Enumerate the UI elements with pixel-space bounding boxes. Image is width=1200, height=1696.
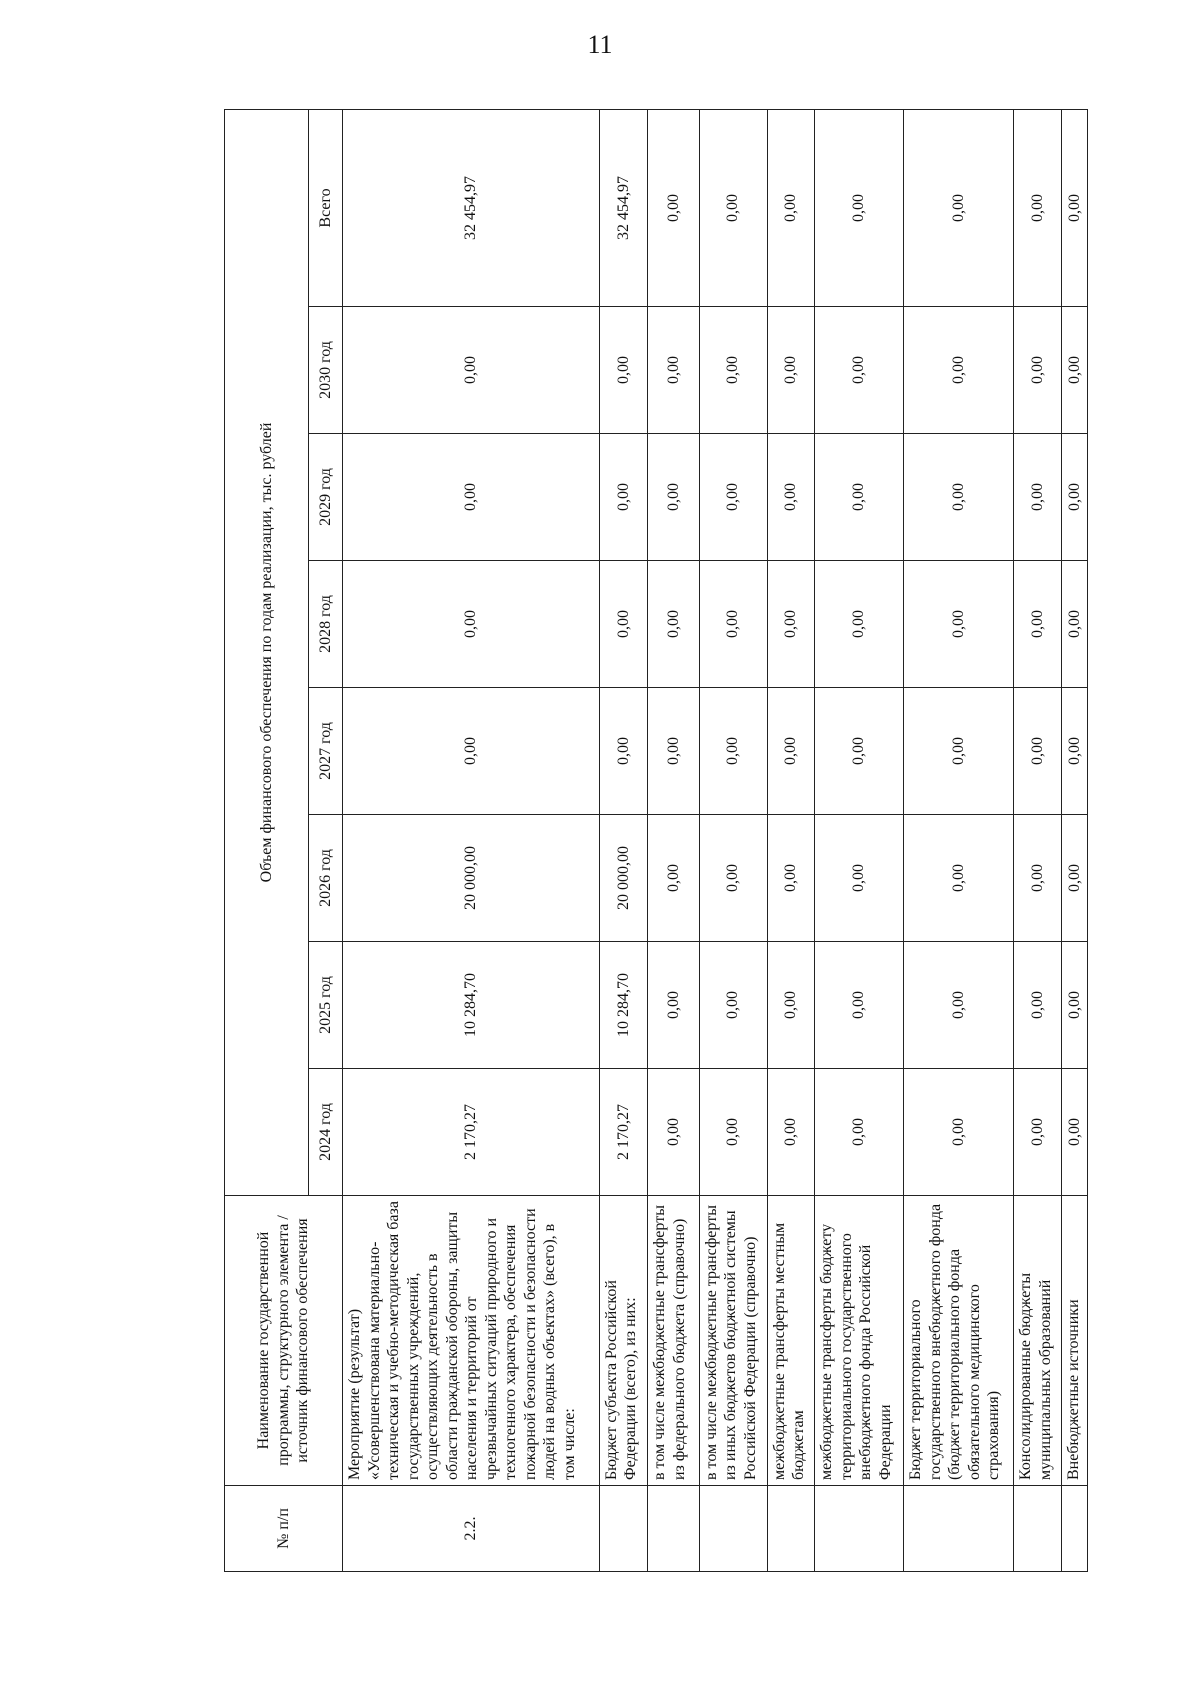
row-year-value: 0,00 bbox=[1061, 1069, 1087, 1196]
row-year-value: 0,00 bbox=[1061, 561, 1087, 688]
rotated-table-container bbox=[224, 110, 1088, 1572]
table-row bbox=[767, 109, 814, 1571]
row-total-value: 0,00 bbox=[767, 109, 814, 306]
row-year-value: 0,00 bbox=[904, 561, 1014, 688]
header-year: 2028 год bbox=[309, 561, 343, 688]
row-number bbox=[1061, 1486, 1087, 1572]
row-year-value: 0,00 bbox=[699, 561, 767, 688]
table-row bbox=[1061, 109, 1087, 1571]
row-number bbox=[699, 1486, 767, 1572]
row-number bbox=[648, 1486, 700, 1572]
row-number bbox=[904, 1486, 1014, 1572]
row-year-value: 0,00 bbox=[1014, 307, 1061, 434]
row-total-value: 0,00 bbox=[699, 109, 767, 306]
table-body bbox=[343, 109, 1088, 1571]
row-number bbox=[767, 1486, 814, 1572]
header-year: 2024 год bbox=[309, 1069, 343, 1196]
row-total-value: 0,00 bbox=[648, 109, 700, 306]
page-number: 11 bbox=[587, 30, 613, 59]
row-name: Внебюджетные источники bbox=[1061, 1196, 1087, 1486]
header-name: Наименование государственной программы, структурного элемента / источник финансового обеспечения bbox=[225, 1196, 343, 1486]
row-year-value: 0,00 bbox=[1061, 688, 1087, 815]
row-year-value: 0,00 bbox=[1014, 942, 1061, 1069]
row-year-value: 0,00 bbox=[343, 561, 600, 688]
header-year: 2025 год bbox=[309, 942, 343, 1069]
row-year-value: 0,00 bbox=[648, 561, 700, 688]
row-year-value: 0,00 bbox=[648, 688, 700, 815]
row-year-value: 0,00 bbox=[815, 561, 904, 688]
row-year-value: 0,00 bbox=[767, 815, 814, 942]
row-year-value: 0,00 bbox=[1014, 434, 1061, 561]
row-year-value: 0,00 bbox=[904, 307, 1014, 434]
row-year-value: 0,00 bbox=[1014, 688, 1061, 815]
row-year-value: 0,00 bbox=[767, 434, 814, 561]
row-number bbox=[599, 1486, 647, 1572]
row-name: в том числе межбюджетные трансферты из федерального бюджета (справочно) bbox=[648, 1196, 700, 1486]
row-year-value: 0,00 bbox=[815, 815, 904, 942]
row-year-value: 0,00 bbox=[767, 561, 814, 688]
row-year-value: 0,00 bbox=[1061, 307, 1087, 434]
row-total-value: 0,00 bbox=[1014, 109, 1061, 306]
row-number: 2.2. bbox=[343, 1486, 600, 1572]
row-year-value: 0,00 bbox=[767, 942, 814, 1069]
row-number bbox=[1014, 1486, 1061, 1572]
row-year-value: 0,00 bbox=[699, 815, 767, 942]
row-name: Мероприятие (результат) «Усовершенствована материально-техническая и учебно-методическая база государственных учреждений, осуществляющих деятельность в области гражданской обороны, защиты населения и территорий от чрезвычайных ситуаций природного и техногенного характера, обеспечения пожарной безопасности и безопасности людей на водных объектах» (всего), в том числе: bbox=[343, 1196, 600, 1486]
row-name: межбюджетные трансферты местным бюджетам bbox=[767, 1196, 814, 1486]
row-year-value: 0,00 bbox=[904, 688, 1014, 815]
row-year-value: 2 170,27 bbox=[599, 1069, 647, 1196]
row-year-value: 0,00 bbox=[767, 1069, 814, 1196]
row-year-value: 0,00 bbox=[343, 688, 600, 815]
table-row bbox=[699, 109, 767, 1571]
row-year-value: 0,00 bbox=[648, 1069, 700, 1196]
table-row bbox=[599, 109, 647, 1571]
row-total-value: 0,00 bbox=[1061, 109, 1087, 306]
row-total-value: 0,00 bbox=[815, 109, 904, 306]
table-row bbox=[815, 109, 904, 1571]
financing-table bbox=[224, 109, 1088, 1572]
row-year-value: 0,00 bbox=[904, 434, 1014, 561]
row-year-value: 0,00 bbox=[767, 688, 814, 815]
row-year-value: 0,00 bbox=[699, 1069, 767, 1196]
row-year-value: 20 000,00 bbox=[343, 815, 600, 942]
row-year-value: 0,00 bbox=[1014, 1069, 1061, 1196]
table-row bbox=[1014, 109, 1061, 1571]
row-name: Консолидированные бюджеты муниципальных образований bbox=[1014, 1196, 1061, 1486]
row-year-value: 0,00 bbox=[1014, 815, 1061, 942]
row-year-value: 0,00 bbox=[904, 1069, 1014, 1196]
row-year-value: 0,00 bbox=[599, 561, 647, 688]
row-name: Бюджет территориального государственного внебюджетного фонда (бюджет территориального фонда обязательного медицинского страхования) bbox=[904, 1196, 1014, 1486]
row-year-value: 10 284,70 bbox=[599, 942, 647, 1069]
row-year-value: 0,00 bbox=[1061, 942, 1087, 1069]
row-year-value: 0,00 bbox=[767, 307, 814, 434]
row-year-value: 0,00 bbox=[699, 942, 767, 1069]
row-year-value: 0,00 bbox=[699, 307, 767, 434]
row-name: в том числе межбюджетные трансферты из иных бюджетов бюджетной системы Российской Федерации (справочно) bbox=[699, 1196, 767, 1486]
header-volume: Объем финансового обеспечения по годам реализации, тыс. рублей bbox=[225, 109, 309, 1195]
table-row bbox=[904, 109, 1014, 1571]
row-year-value: 0,00 bbox=[648, 434, 700, 561]
row-year-value: 0,00 bbox=[1061, 815, 1087, 942]
header-year: 2026 год bbox=[309, 815, 343, 942]
header-number: № п/п bbox=[225, 1486, 343, 1572]
row-total-value: 0,00 bbox=[904, 109, 1014, 306]
row-number bbox=[815, 1486, 904, 1572]
row-year-value: 2 170,27 bbox=[343, 1069, 600, 1196]
header-year: 2027 год bbox=[309, 688, 343, 815]
row-year-value: 0,00 bbox=[699, 434, 767, 561]
table-row bbox=[648, 109, 700, 1571]
row-year-value: 0,00 bbox=[648, 942, 700, 1069]
row-year-value: 0,00 bbox=[648, 307, 700, 434]
row-year-value: 0,00 bbox=[815, 1069, 904, 1196]
row-name: Бюджет субъекта Российской Федерации (всего), из них: bbox=[599, 1196, 647, 1486]
row-year-value: 0,00 bbox=[815, 434, 904, 561]
row-year-value: 0,00 bbox=[343, 434, 600, 561]
row-year-value: 0,00 bbox=[815, 307, 904, 434]
row-year-value: 0,00 bbox=[599, 688, 647, 815]
row-year-value: 0,00 bbox=[1061, 434, 1087, 561]
row-total-value: 32 454,97 bbox=[343, 109, 600, 306]
row-total-value: 32 454,97 bbox=[599, 109, 647, 306]
row-year-value: 0,00 bbox=[599, 434, 647, 561]
row-year-value: 0,00 bbox=[815, 688, 904, 815]
row-year-value: 0,00 bbox=[904, 942, 1014, 1069]
header-year: 2029 год bbox=[309, 434, 343, 561]
header-year: 2030 год bbox=[309, 307, 343, 434]
row-year-value: 20 000,00 bbox=[599, 815, 647, 942]
row-year-value: 0,00 bbox=[1014, 561, 1061, 688]
row-name: межбюджетные трансферты бюджету территориального государственного внебюджетного фонда Российской Федерации bbox=[815, 1196, 904, 1486]
row-year-value: 0,00 bbox=[904, 815, 1014, 942]
row-year-value: 0,00 bbox=[815, 942, 904, 1069]
row-year-value: 0,00 bbox=[599, 307, 647, 434]
table-row bbox=[343, 109, 600, 1571]
row-year-value: 0,00 bbox=[648, 815, 700, 942]
header-total: Всего bbox=[309, 109, 343, 306]
row-year-value: 0,00 bbox=[699, 688, 767, 815]
row-year-value: 10 284,70 bbox=[343, 942, 600, 1069]
row-year-value: 0,00 bbox=[343, 307, 600, 434]
